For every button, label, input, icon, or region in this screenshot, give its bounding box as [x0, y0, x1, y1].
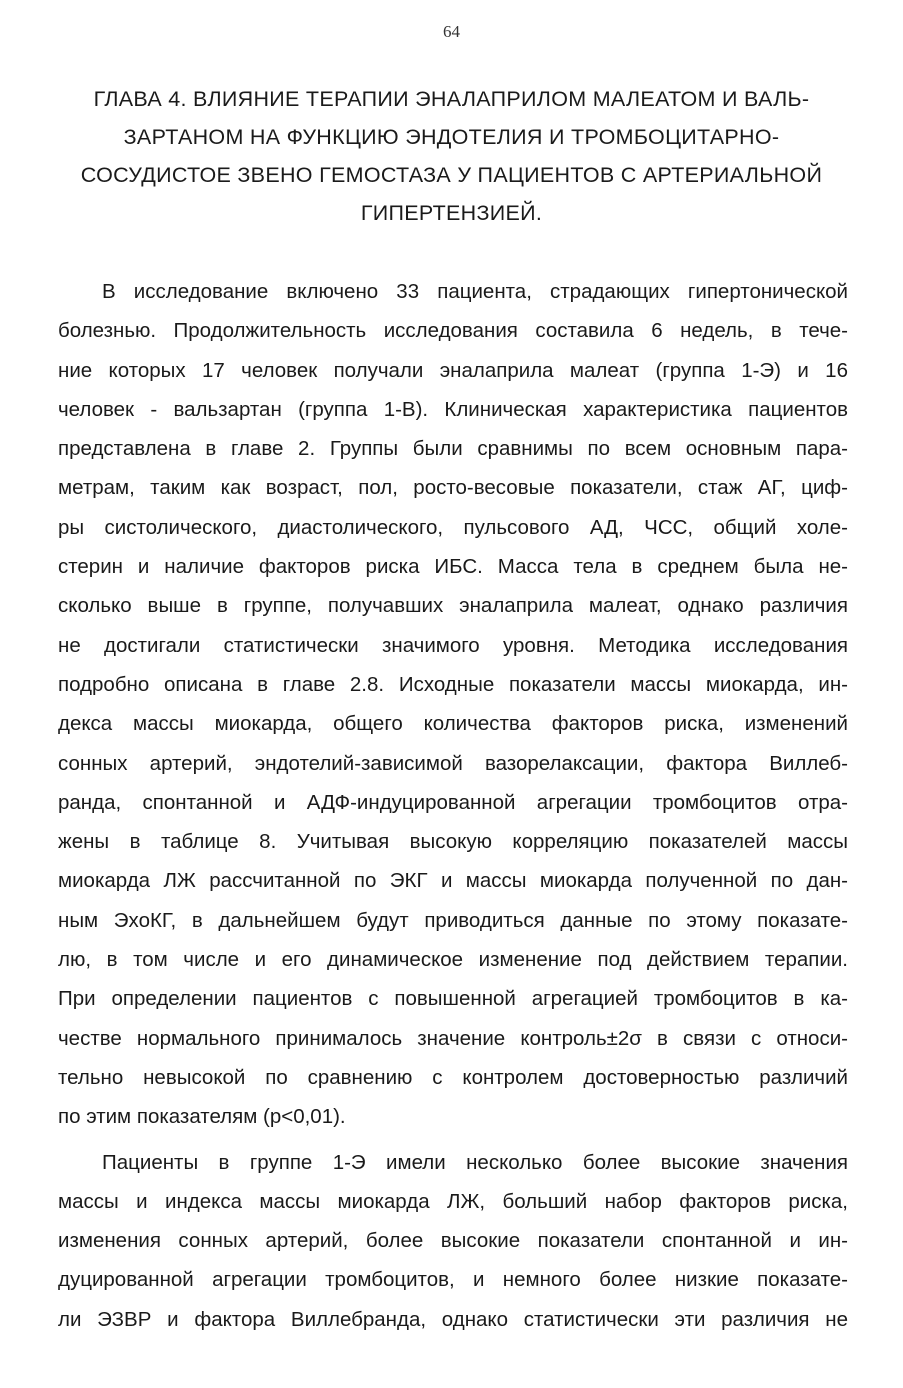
text-line: тельно невысокой по сравнению с контролем достоверностью различий: [58, 1065, 848, 1089]
chapter-title-line: ГЛАВА 4. ВЛИЯНИЕ ТЕРАПИИ ЭНАЛАПРИЛОМ МАЛЕАТОМ И ВАЛЬ-: [93, 87, 810, 111]
text-line: ли ЭЗВР и фактора Виллебранда, однако статистически эти различия не: [58, 1307, 848, 1331]
text-line: В исследование включено 33 пациента, страдающих гипертонической: [102, 280, 848, 303]
text-line: ры систолического, диастолического, пульсового АД, ЧСС, общий холе-: [58, 515, 848, 539]
text-line: При определении пациентов с повышенной агрегацией тромбоцитов в ка-: [58, 987, 848, 1011]
text-line: человек - вальзартан (группа 1-В). Клиническая характеристика пациентов: [58, 397, 848, 421]
text-line: жены в таблице 8. Учитывая высокую корреляцию показателей массы: [58, 830, 848, 854]
text-line: сонных артерий, эндотелий-зависимой вазорелаксации, фактора Виллеб-: [58, 751, 848, 775]
text-line: стерин и наличие факторов риска ИБС. Масса тела в среднем была не-: [58, 555, 848, 579]
chapter-title-line: ЗАРТАНОМ НА ФУНКЦИЮ ЭНДОТЕЛИЯ И ТРОМБОЦИТАРНО-: [123, 125, 780, 149]
text-line: подробно описана в главе 2.8. Исходные показатели массы миокарда, ин-: [58, 672, 848, 696]
text-line: не достигали статистически значимого уровня. Методика исследования: [58, 633, 848, 657]
paragraph-2: [58, 1143, 848, 1339]
text-line: лю, в том числе и его динамическое изменение под действием терапии.: [58, 948, 848, 972]
text-line: ным ЭхоКГ, в дальнейшем будут приводиться данные по этому показате-: [58, 908, 848, 932]
text-line: декса массы миокарда, общего количества факторов риска, изменений: [58, 712, 848, 736]
body-text: [58, 272, 848, 1339]
chapter-title: [40, 80, 863, 232]
text-line: ние которых 17 человек получали эналаприла малеат (группа 1-Э) и 16: [58, 358, 848, 382]
chapter-title-line: ГИПЕРТЕНЗИЕЙ.: [360, 201, 543, 225]
text-line: Пациенты в группе 1-Э имели несколько более высокие значения: [102, 1150, 848, 1174]
text-line: болезнью. Продолжительность исследования составила 6 недель, в тече-: [58, 319, 848, 343]
text-line: ранда, спонтанной и АДФ-индуцированной агрегации тромбоцитов отра-: [58, 790, 848, 814]
text-line: представлена в главе 2. Группы были сравнимы по всем основным пара-: [58, 437, 848, 461]
paragraph-1: [58, 272, 848, 1137]
text-line: метрам, таким как возраст, пол, росто-весовые показатели, стаж АГ, циф-: [58, 476, 848, 500]
text-line: честве нормального принималось значение контроль±2σ в связи с относи-: [58, 1026, 848, 1050]
text-line: дуцированной агрегации тромбоцитов, и немного более низкие показате-: [58, 1268, 848, 1292]
text-line: миокарда ЛЖ рассчитанной по ЭКГ и массы миокарда полученной по дан-: [58, 869, 848, 893]
page-number: 64: [443, 22, 460, 41]
text-line: по этим показателям (р<0,01).: [58, 1105, 346, 1129]
text-line: массы и индекса массы миокарда ЛЖ, больший набор факторов риска,: [58, 1189, 848, 1213]
chapter-title-line: СОСУДИСТОЕ ЗВЕНО ГЕМОСТАЗА У ПАЦИЕНТОВ С АРТЕРИАЛЬНОЙ: [80, 163, 823, 187]
text-line: изменения сонных артерий, более высокие показатели спонтанной и ин-: [58, 1229, 848, 1253]
text-line: сколько выше в группе, получавших эналаприла малеат, однако различия: [58, 594, 848, 618]
